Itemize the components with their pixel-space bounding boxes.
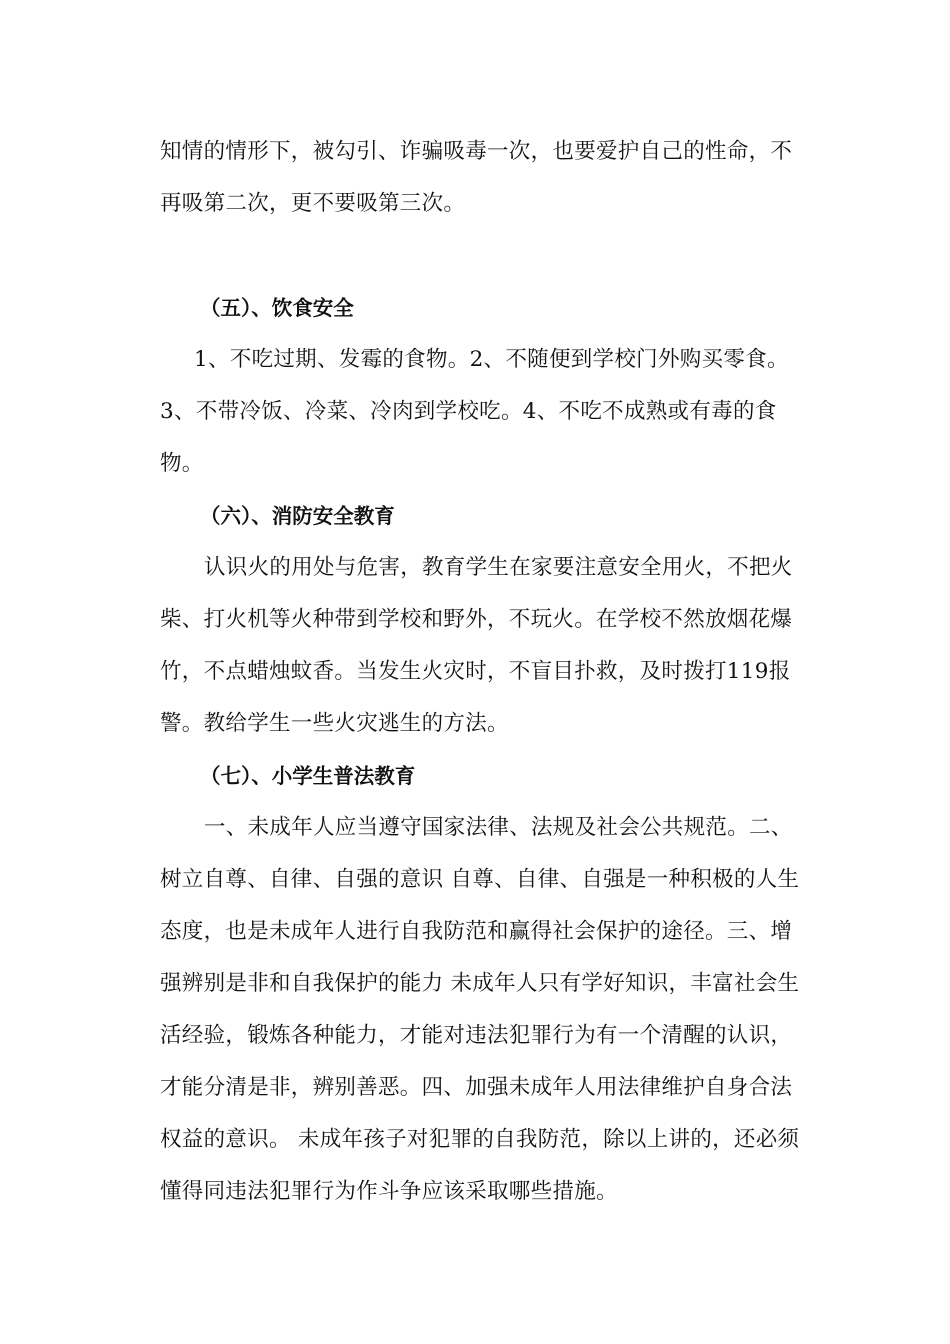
law-education-paragraph: 一、未成年人应当遵守国家法律、法规及社会公共规范。二、树立自尊、自律、自强的意识 自尊、自律、自强是一种积极的人生态度，也是未成年人进行自我防范和赢得社会保护的途径。三、增强辨别是非和自我保护的能力 未成年人只有学好知识，丰富社会生活经验，锻炼各种能力，才能对违法犯罪行为有一个清醒的认识，才能分清是非，辨别善恶。四、加强未成年人用法律维护自身合法权益的意识。 未成年孩子对犯罪的自我防范，除以上讲的，还必须懂得同违法犯罪行为作斗争应该采取哪些措施。 [160, 815, 800, 1204]
intro-paragraph: 知情的情形下，被勾引、诈骗吸毒一次，也要爱护自己的性命，不再吸第二次，更不要吸第三次。 [160, 139, 793, 216]
section-heading-food-safety: （五）、饮食安全 [200, 296, 354, 320]
food-safety-paragraph: 1、不吃过期、发霉的食物。2、不随便到学校门外购买零食。3、不带冷饭、冷菜、冷肉到学校吃。4、不吃不成熟或有毒的食物。 [160, 347, 789, 476]
section-heading-fire-safety: （六）、消防安全教育 [200, 504, 395, 528]
document-body [160, 126, 800, 1218]
section-gap [160, 230, 800, 282]
fire-safety-paragraph: 认识火的用处与危害，教育学生在家要注意安全用火，不把火柴、打火机等火种带到学校和野外，不玩火。在学校不然放烟花爆竹，不点蜡烛蚊香。当发生火灾时，不盲目扑救，及时拨打119报警。教给学生一些火灾逃生的方法。 [160, 555, 793, 736]
section-heading-law-education: （七）、小学生普法教育 [200, 764, 416, 788]
